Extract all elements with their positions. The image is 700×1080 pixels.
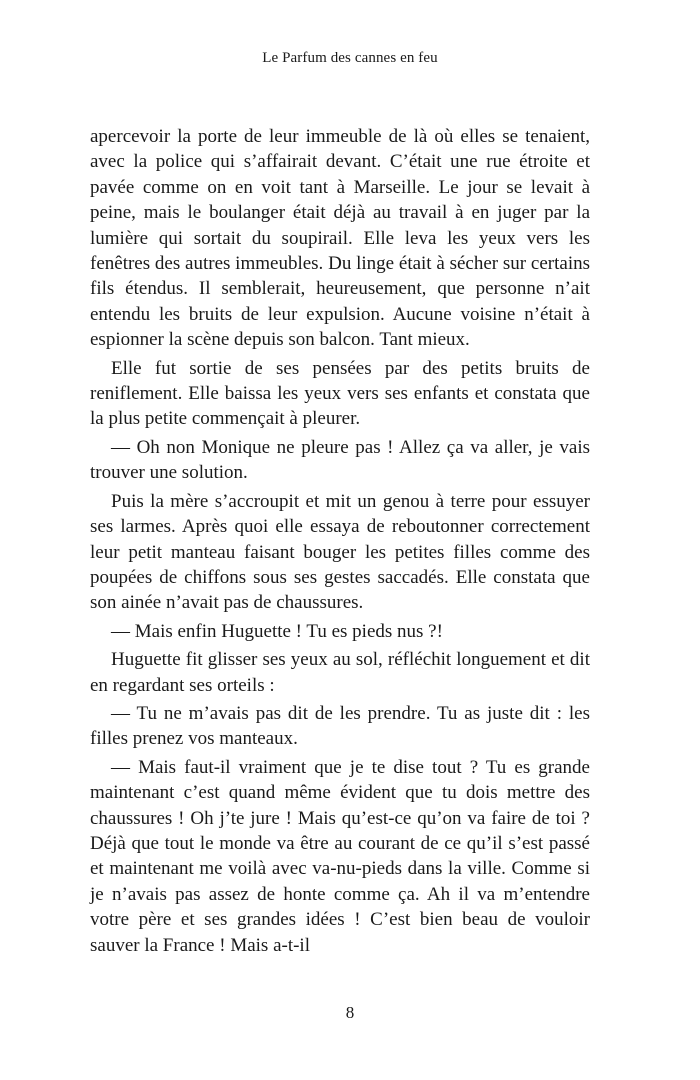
- paragraph-2: Elle fut sortie de ses pensées par des petits bruits de reniflement. Elle baissa les yeux vers ses enfants et constata que la plus petite commençait à pleurer.: [90, 357, 590, 430]
- paragraph-3: Puis la mère s’accroupit et mit un genou à terre pour essuyer ses larmes. Après quoi elle essaya de reboutonner correctement leur petit manteau faisant bouger les petites filles comme des poupées de chiffons sous ses gestes saccadés. Elle constata que son ainée n’avait pas de chaussures.: [90, 490, 590, 614]
- dialogue-line-2: — Mais enfin Huguette ! Tu es pieds nus ?!: [111, 620, 443, 642]
- dialogue-line-3: — Tu ne m’avais pas dit de les prendre. Tu as juste dit : les filles prenez vos manteaux.: [90, 702, 590, 750]
- dialogue-line-4: — Mais faut-il vraiment que je te dise tout ? Tu es grande maintenant c’est quand même évident que tu dois mettre des chaussures ! Oh j’te jure ! Mais qu’est-ce qu’on va faire de toi ? Déjà que tout le monde va être au courant de ce qu’il s’est passé et maintenant me voilà avec va-nu-pieds dans la ville. Comme si je n’avais pas assez de honte comme ça. Ah il va m’entendre votre père et ses grandes idées ! C’est bien beau de vouloir sauver la France ! Mais a-t-il: [90, 756, 590, 956]
- dialogue-line-1: — Oh non Monique ne pleure pas ! Allez ça va aller, je vais trouver une solution.: [90, 436, 590, 484]
- paragraph-1: apercevoir la porte de leur immeuble de là où elles se tenaient, avec la police qui s’affairait devant. C’était une rue étroite et pavée comme on en voit tant à Marseille. Le jour se levait à peine, mais le boulanger était déjà au travail à en juger par la lumière qui sortait du soupirail. Elle leva les yeux vers les fenêtres des autres immeubles. Du linge était à sécher sur certains fils étendus. Il semblerait, heureusement, que personne n’ait entendu les bruits de leur expulsion. Aucune voisine n’était à espionner la scène depuis son balcon. Tant mieux.: [90, 126, 590, 351]
- body-text: [90, 124, 590, 961]
- running-header: Le Parfum des cannes en feu: [262, 50, 438, 66]
- page-number: 8: [345, 1003, 355, 1022]
- paragraph-4: Huguette fit glisser ses yeux au sol, réfléchit longuement et dit en regardant ses orteils :: [90, 649, 590, 696]
